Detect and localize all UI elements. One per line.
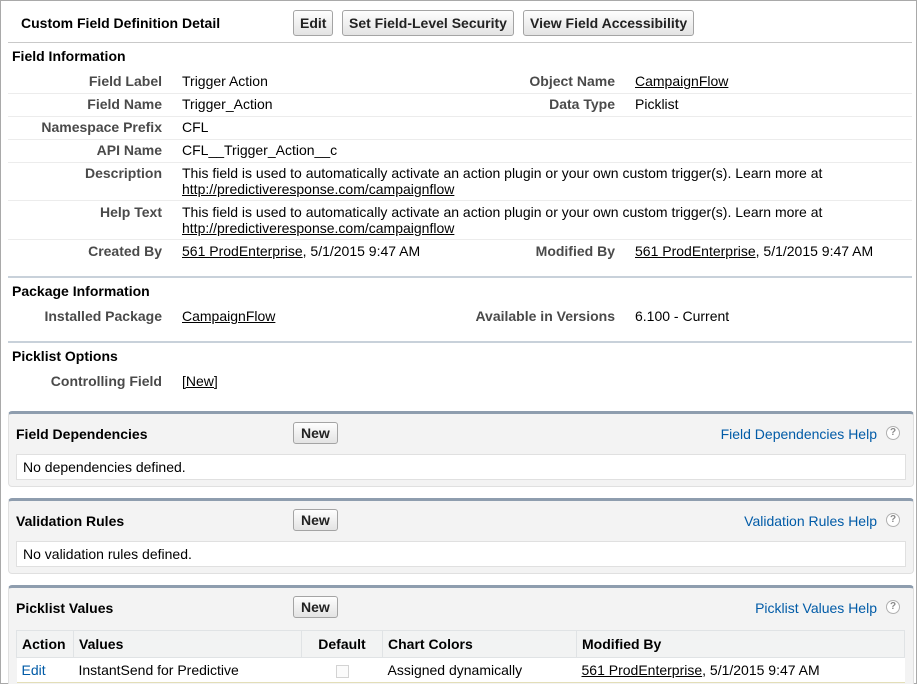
section-divider <box>8 276 912 278</box>
column-header-modified-by: Modified By <box>577 631 905 658</box>
api-name-value: CFL__Trigger_Action__c <box>182 142 338 158</box>
page-title: Custom Field Definition Detail <box>21 15 221 31</box>
row-divider <box>8 139 912 140</box>
new-picklist-value-button[interactable]: New <box>293 596 338 618</box>
set-field-level-security-button[interactable]: Set Field-Level Security <box>342 10 514 36</box>
section-divider <box>8 341 912 343</box>
row-divider <box>8 239 912 240</box>
validation-rules-help-link[interactable]: Validation Rules Help <box>744 513 877 529</box>
object-name-link[interactable]: CampaignFlow <box>635 73 729 89</box>
action-cell <box>17 658 74 683</box>
modified-by-user-link[interactable]: 561 ProdEnterprise <box>635 243 756 259</box>
description-link[interactable]: http://predictiveresponse.com/campaignflow <box>182 181 455 197</box>
available-versions-label: Available in Versions <box>475 308 615 324</box>
field-information-title: Field Information <box>12 48 126 64</box>
help-icon[interactable]: ? <box>886 513 900 527</box>
field-label-label: Field Label <box>88 73 162 89</box>
help-text-link[interactable]: http://predictiveresponse.com/campaignflow <box>182 220 455 236</box>
description-value <box>182 165 882 197</box>
new-validation-rule-button[interactable]: New <box>293 509 338 531</box>
description-text: This field is used to automatically activate an action plugin or your own custom trigger(s). Learn more at <box>182 165 823 181</box>
namespace-prefix-value: CFL <box>182 119 209 135</box>
controlling-field-new-link[interactable]: [New] <box>182 373 218 389</box>
installed-package-label: Installed Package <box>44 308 162 324</box>
field-name-label: Field Name <box>87 96 162 112</box>
picklist-values-panel <box>8 585 914 684</box>
help-text-text: This field is used to automatically activate an action plugin or your own custom trigger(s). Learn more at <box>182 204 823 220</box>
created-by-date: , 5/1/2015 9:47 AM <box>302 243 421 259</box>
field-dependencies-panel <box>8 411 914 487</box>
detail-header <box>8 6 912 43</box>
chart-colors-cell: Assigned dynamically <box>383 658 577 683</box>
package-information-title: Package Information <box>12 283 150 299</box>
description-label: Description <box>84 165 162 181</box>
column-header-action: Action <box>17 631 74 658</box>
picklist-values-title: Picklist Values <box>16 600 114 616</box>
created-by-label: Created By <box>88 243 162 259</box>
controlling-field-label: Controlling Field <box>50 373 162 389</box>
help-text-label: Help Text <box>100 204 162 220</box>
modified-by-date: , 5/1/2015 9:47 AM <box>755 243 874 259</box>
validation-rules-title: Validation Rules <box>16 513 125 529</box>
picklist-values-help-link[interactable]: Picklist Values Help <box>755 600 877 616</box>
help-icon[interactable]: ? <box>886 600 900 614</box>
table-header-row <box>17 631 905 658</box>
created-by-user-link[interactable]: 561 ProdEnterprise <box>182 243 303 259</box>
created-by-value <box>182 243 420 259</box>
default-checkbox <box>336 665 349 678</box>
help-text-value <box>182 204 882 236</box>
edit-link[interactable]: Edit <box>21 662 46 678</box>
modified-by-user-link[interactable]: 561 ProdEnterprise <box>581 662 703 678</box>
value-cell: InstantSend for Predictive <box>74 658 302 683</box>
field-label-value: Trigger Action <box>182 73 268 89</box>
modified-by-label: Modified By <box>535 243 615 259</box>
namespace-prefix-label: Namespace Prefix <box>41 119 162 135</box>
available-versions-value: 6.100 - Current <box>635 308 730 324</box>
api-name-label: API Name <box>96 142 162 158</box>
field-dependencies-help-link[interactable]: Field Dependencies Help <box>720 426 877 442</box>
data-type-label: Data Type <box>549 96 615 112</box>
new-field-dependency-button[interactable]: New <box>293 422 338 444</box>
row-divider <box>8 200 912 201</box>
help-icon[interactable]: ? <box>886 426 900 440</box>
validation-rules-panel <box>8 498 914 574</box>
modified-by-cell <box>577 658 905 683</box>
row-divider <box>8 93 912 94</box>
picklist-options-title: Picklist Options <box>12 348 118 364</box>
validation-rules-body: No validation rules defined. <box>16 541 906 567</box>
row-divider <box>8 116 912 117</box>
field-name-value: Trigger_Action <box>182 96 273 112</box>
column-header-default: Default <box>302 631 383 658</box>
field-dependencies-body: No dependencies defined. <box>16 454 906 480</box>
modified-by-value <box>635 243 873 259</box>
data-type-value: Picklist <box>635 96 679 112</box>
row-divider <box>8 162 912 163</box>
column-header-values: Values <box>74 631 302 658</box>
installed-package-link[interactable]: CampaignFlow <box>182 308 276 324</box>
field-dependencies-title: Field Dependencies <box>16 426 148 442</box>
edit-button[interactable]: Edit <box>293 10 333 36</box>
modified-by-date: , 5/1/2015 9:47 AM <box>702 662 820 678</box>
table-row <box>17 658 905 683</box>
default-cell <box>302 658 383 683</box>
picklist-values-table <box>16 630 905 683</box>
column-header-chart-colors: Chart Colors <box>383 631 577 658</box>
object-name-label: Object Name <box>529 73 615 89</box>
view-field-accessibility-button[interactable]: View Field Accessibility <box>523 10 694 36</box>
